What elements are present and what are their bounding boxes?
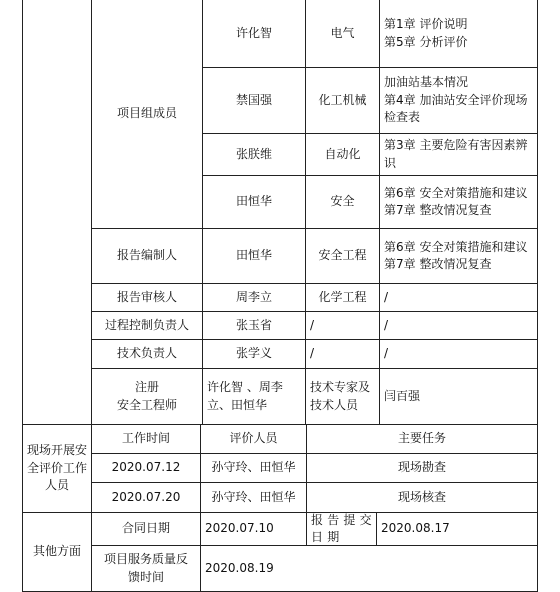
role-label: 过程控制负责人 [104, 317, 189, 332]
role-specialty: 化学工程 [318, 289, 367, 304]
contract-date: 2020.07.10 [205, 521, 274, 536]
feedback-date: 2020.08.19 [205, 560, 274, 575]
feedback-date-label: 项目服务质量反馈时间 [103, 552, 188, 584]
team-member-specialty: 安全 [330, 194, 355, 209]
task-line: 加油站基本情况 [384, 75, 469, 90]
role-tasks: 闫百强 [384, 388, 421, 403]
task-line: 第7章 整改情况复查 [384, 257, 492, 271]
task-line: 第5章 分析评价 [384, 34, 468, 49]
role-label: 报告编制人 [116, 248, 177, 263]
fieldwork-task: 现场核查 [397, 489, 446, 504]
role-label: 注册 安全工程师 [116, 380, 177, 412]
role-tasks: / [384, 289, 389, 304]
team-member-tasks [380, 176, 537, 228]
team-label: 项目组成员 [116, 106, 177, 121]
contract-date-label: 合同日期 [121, 521, 170, 536]
role-specialty: 安全工程 [318, 248, 367, 263]
task-line: 第3章 主要危险有害因素辨识 [384, 138, 528, 170]
task-line: 第4章 加油站安全评价现场检查表 [384, 92, 528, 125]
task-line: 第6章 安全对策措施和建议 [384, 239, 528, 254]
task-line: 第1章 评价说明 [384, 17, 468, 32]
fieldwork-header-time: 工作时间 [121, 431, 170, 446]
role-name: 张学义 [235, 346, 272, 361]
submit-date: 2020.08.17 [381, 521, 450, 536]
team-member-name: 许化智 [235, 25, 272, 40]
team-member-tasks [380, 134, 537, 175]
role-name: 田恒华 [235, 248, 272, 263]
task-line: 第7章 整改情况复查 [384, 203, 492, 217]
team-member-specialty: 化工机械 [318, 92, 367, 107]
role-specialty: 技术专家及技术人员 [310, 380, 371, 412]
team-member-specialty: 自动化 [324, 146, 361, 161]
role-name: 张玉省 [235, 317, 272, 332]
role-specialty: / [310, 346, 315, 361]
fieldwork-time: 2020.07.20 [111, 489, 181, 504]
team-member-tasks [380, 68, 537, 133]
fieldwork-header-staff: 评价人员 [229, 431, 278, 446]
team-member-name: 禁国强 [235, 92, 272, 107]
team-member-tasks [380, 0, 537, 67]
role-label: 报告审核人 [116, 289, 177, 304]
fieldwork-label: 现场开展安全评价工作人员 [27, 443, 88, 493]
role-tasks [380, 229, 537, 283]
submit-date-label: 报告提交日期 [311, 512, 376, 544]
role-name: 周李立 [235, 289, 272, 304]
task-line: 第6章 安全对策措施和建议 [384, 185, 528, 200]
team-member-name: 田恒华 [235, 194, 272, 209]
other-label: 其他方面 [32, 544, 81, 559]
role-specialty: / [310, 317, 315, 332]
fieldwork-task: 现场勘查 [397, 460, 446, 475]
fieldwork-staff: 孙守玲、田恒华 [211, 460, 296, 475]
fieldwork-time: 2020.07.12 [111, 460, 181, 475]
team-member-specialty: 电气 [330, 25, 355, 40]
role-tasks: / [384, 346, 389, 361]
role-label: 技术负责人 [116, 346, 177, 361]
fieldwork-header-task: 主要任务 [397, 431, 446, 446]
team-member-name: 张朕维 [235, 146, 272, 161]
fieldwork-staff: 孙守玲、田恒华 [211, 489, 296, 504]
role-tasks: / [384, 317, 389, 332]
role-name: 许化智 、周李立、田恒华 [207, 380, 283, 412]
